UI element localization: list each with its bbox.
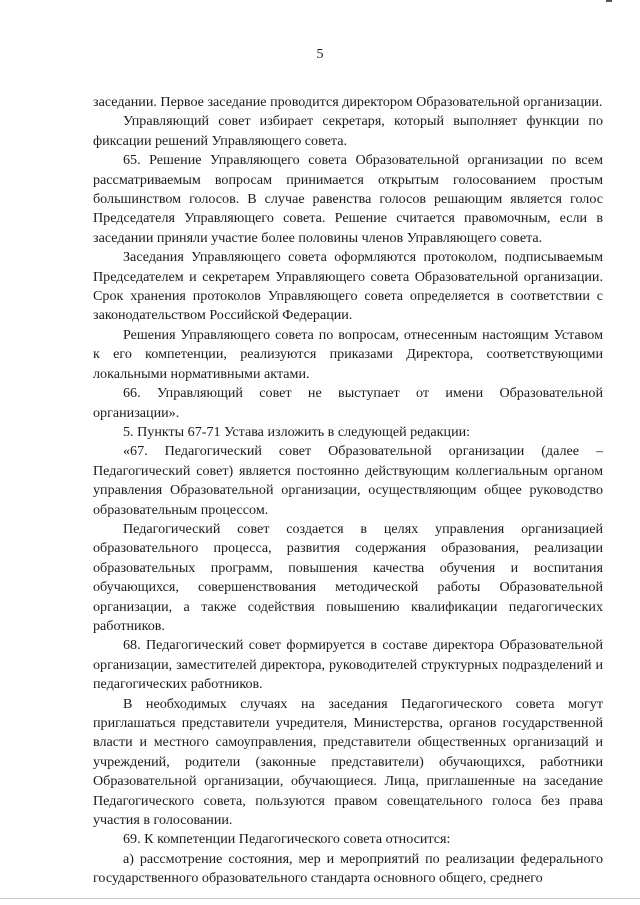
paragraph-65: 65. Решение Управляющего совета Образовательной организации по всем рассматриваемым вопросам принимается открытым голосованием простым большинством голосов. В случае равенства голосов решающим является голос Председателя Управляющего совета. Решение считается правомочным, если в заседании приняли участие более половины членов Управляющего совета. (93, 152, 603, 246)
paragraph-69: 69. К компетенции Педагогического совета относится: (123, 831, 451, 848)
paragraph-continuation: заседании. Первое заседание проводится директором Образовательной организации. (93, 94, 603, 110)
paragraph-67: «67. Педагогический совет Образовательной организации (далее – Педагогический совет) является постоянно действующим коллегиальным органом управления Образовательной организации, осуществляющим общее руководство образовательным процессом. (93, 443, 603, 518)
paragraph-secretary: Управляющий совет избирает секретаря, который выполняет функции по фиксации решений Управляющего совета. (93, 113, 603, 149)
paragraph-decisions: Решения Управляющего совета по вопросам, отнесенным настоящим Уставом к его компетенции, реализуются приказами Директора, соответствующими локальными нормативными актами. (93, 326, 603, 382)
document-body (93, 93, 603, 889)
paragraph-invitees: В необходимых случаях на заседания Педагогического совета могут приглашаться представители учредителя, Министерства, органов государственной власти и местного самоуправления, представители общественных организаций и учреждений, родители (законные представители) обучающихся, работники Образовательной организации, обучающиеся. Лица, приглашенные на заседание Педагогического совета, пользуются правом совещательного голоса без права участия в голосовании. (93, 695, 603, 829)
scan-bottom-edge (0, 898, 640, 899)
paragraph-minutes: Заседания Управляющего совета оформляются протоколом, подписываемым Председателем и секретарем Управляющего совета Образовательной организации. Срок хранения протоколов Управляющего совета определяется в соответствии с законодательством Российской Федерации. (93, 249, 603, 324)
scan-corner-mark (606, 0, 612, 2)
page-number: 5 (316, 47, 324, 62)
paragraph-69-a: а) рассмотрение состояния, мер и мероприятий по реализации федерального государственного образовательного стандарта основного общего, среднего (93, 850, 603, 887)
paragraph-68: 68. Педагогический совет формируется в составе директора Образовательной организации, заместителей директора, руководителей структурных подразделений и педагогических работников. (93, 637, 603, 693)
paragraph-pedagogical-council-purpose: Педагогический совет создается в целях управления организацией образовательного процесса, развития содержания образования, реализации образовательных программ, повышения качества обучения и воспитания обучающихся, совершенствования методической работы Образовательной организации, а также содействия повышению квалификации педагогических работников. (93, 520, 603, 634)
paragraph-item-5: 5. Пункты 67-71 Устава изложить в следующей редакции: (123, 423, 471, 440)
paragraph-66: 66. Управляющий совет не выступает от имени Образовательной организации». (93, 385, 603, 421)
